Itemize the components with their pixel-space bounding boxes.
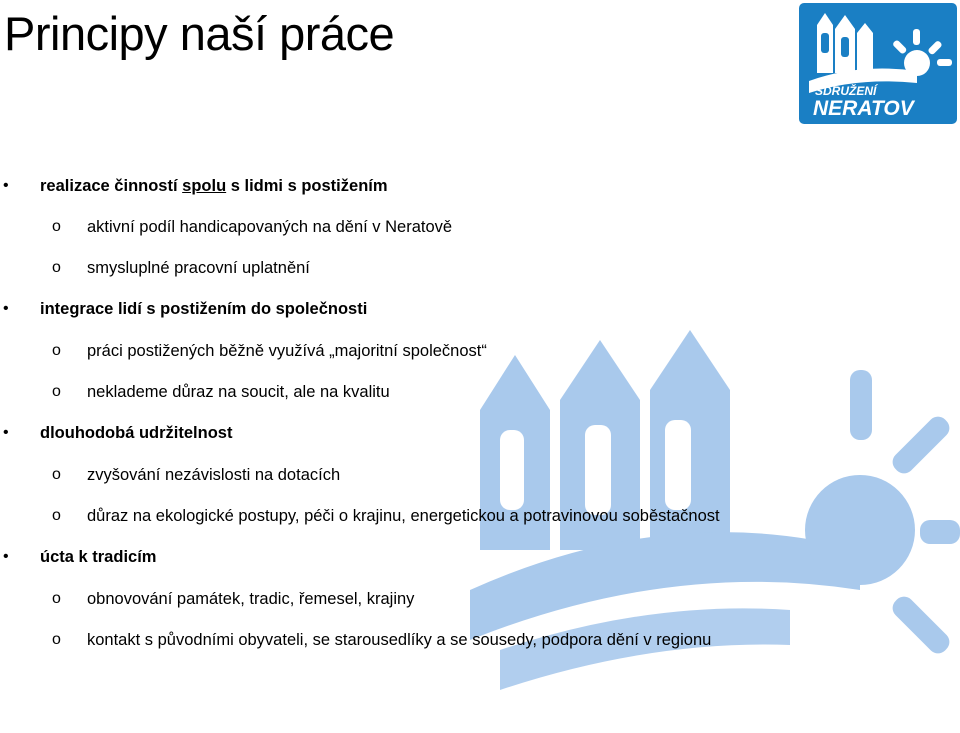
list-item xyxy=(0,620,960,660)
slide-title: Principy naší práce xyxy=(4,7,395,60)
item-text: smysluplné pracovní uplatnění xyxy=(87,259,310,277)
item-text: aktivní podíl handicapovaných na dění v Neratově xyxy=(87,218,453,236)
logo-line1: SDRUŽENÍ xyxy=(815,84,877,98)
item-text: úcta k tradicím xyxy=(40,548,157,566)
bullet-marker: • xyxy=(3,177,9,194)
item-text: realizace činností xyxy=(40,177,183,195)
item-text: kontakt s původními obyvateli, se starousedlíky a se sousedy, podpora dění v regionu xyxy=(87,631,712,649)
item-text: zvyšování nezávislosti na dotacích xyxy=(87,466,341,484)
list-item xyxy=(0,455,960,495)
list-item xyxy=(0,496,960,536)
bullet-marker: • xyxy=(3,300,9,317)
sub-marker: o xyxy=(52,342,61,359)
list-item xyxy=(0,207,960,247)
item-text: s lidmi s postižením xyxy=(226,177,388,195)
logo-line2: NERATOV xyxy=(813,97,914,120)
item-text: práci postižených běžně využívá „majoritní společnost“ xyxy=(87,342,487,360)
bullet-marker: • xyxy=(3,548,9,565)
item-text-underlined: spolu xyxy=(182,177,227,195)
list-item xyxy=(0,331,960,371)
list-item xyxy=(0,372,960,412)
item-text: obnovování památek, tradic, řemesel, krajiny xyxy=(87,590,415,608)
sub-marker: o xyxy=(52,383,61,400)
item-text: integrace lidí s postižením do společnosti xyxy=(40,300,368,318)
list-item xyxy=(0,579,960,619)
sdruzeni-neratov-logo xyxy=(799,3,957,124)
list-item xyxy=(0,537,960,577)
sub-marker: o xyxy=(52,507,61,524)
sub-marker: o xyxy=(52,590,61,607)
item-text: důraz na ekologické postupy, péči o krajinu, energetickou a potravinovou soběstačnost xyxy=(87,507,720,525)
item-text: dlouhodobá udržitelnost xyxy=(40,424,233,442)
sub-marker: o xyxy=(52,466,61,483)
bullet-marker: • xyxy=(3,424,9,441)
sub-marker: o xyxy=(52,259,61,276)
list-item xyxy=(0,166,960,206)
sub-marker: o xyxy=(52,218,61,235)
item-text: neklademe důraz na soucit, ale na kvalitu xyxy=(87,383,390,401)
list-item xyxy=(0,248,960,288)
list-item xyxy=(0,413,960,453)
sub-marker: o xyxy=(52,631,61,648)
list-item xyxy=(0,289,960,329)
